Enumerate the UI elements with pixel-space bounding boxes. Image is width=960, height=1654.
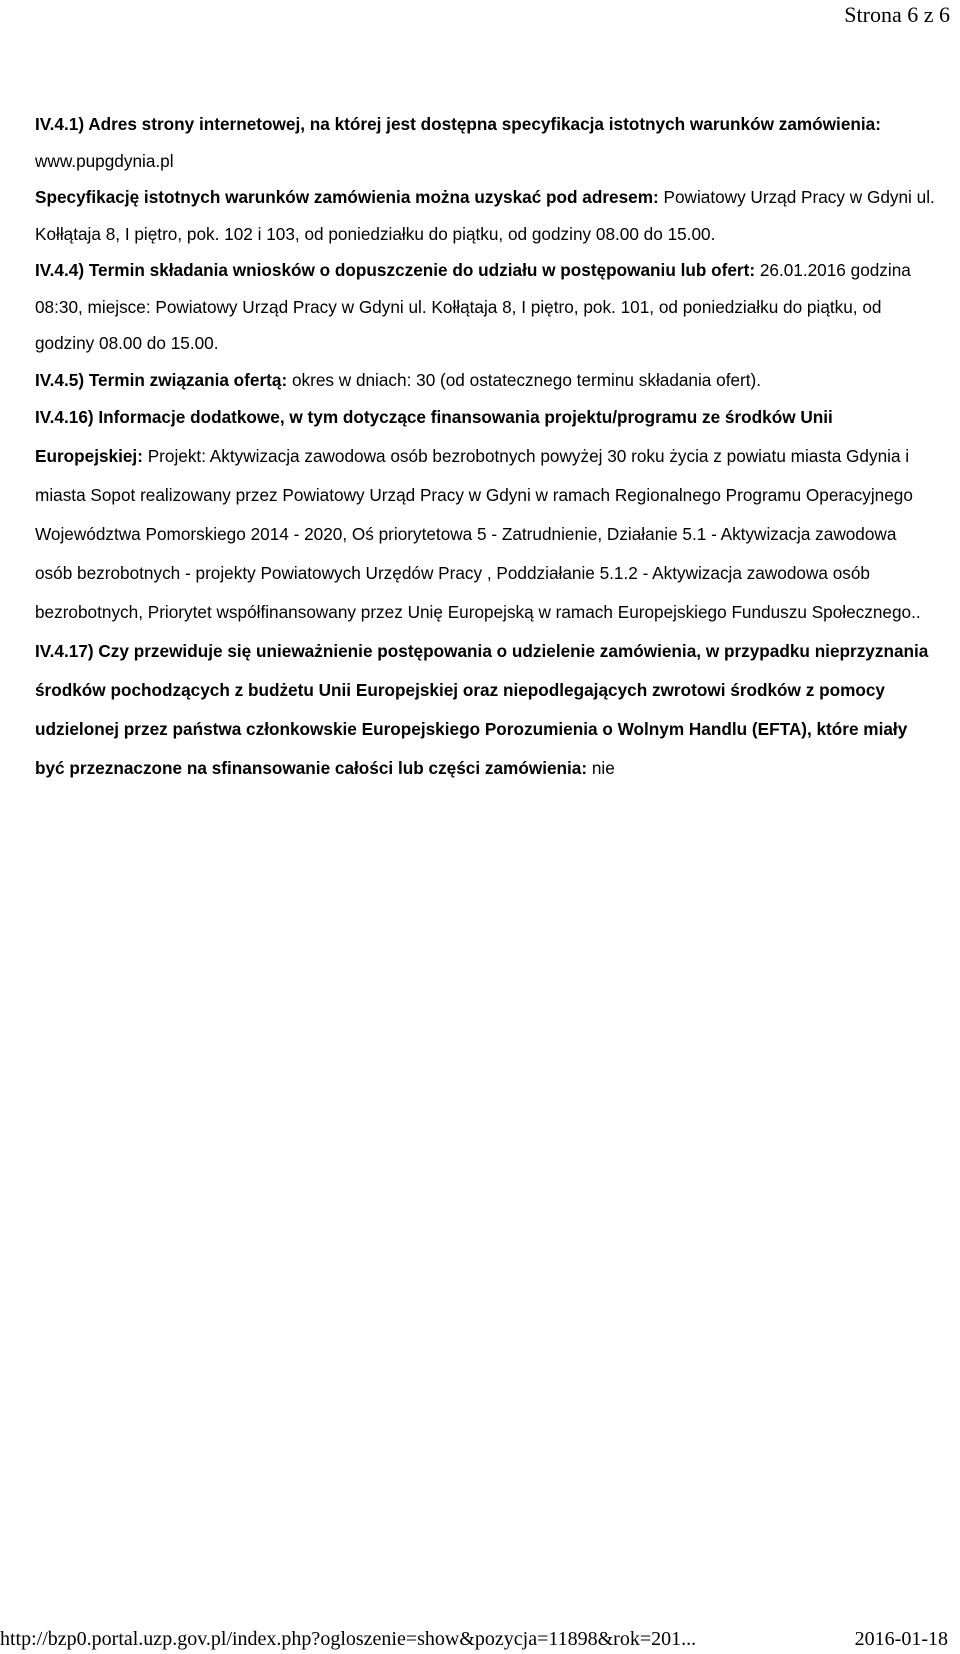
section-value: 26.01.2016 godzina 08:30, miejsce: Powiatowy Urząd Pracy w Gdyni ul. Kołłątaja 8, I piętro, pok. 101, od poniedziałku do piątku, od godziny 08.00 do 15.00. [35,260,911,353]
section-label: IV.4.1) Adres strony internetowej, na której jest dostępna specyfikacja istotnych warunków zamówienia: [35,114,881,134]
section-label: Specyfikację istotnych warunków zamówienia można uzyskać pod adresem: [35,187,659,207]
footer-date: 2016-01-18 [854,1628,948,1650]
section-value: okres w dniach: 30 (od ostatecznego terminu składania ofert). [287,369,762,390]
section-label: IV.4.16) Informacje dodatkowe, w tym dotyczące finansowania projektu/programu ze środków Unii Europejskiej: [35,407,833,466]
notice-content [35,106,935,788]
section-label: IV.4.17) Czy przewiduje się unieważnienie postępowania o udzielenie zamówienia, w przypadku nieprzyznania środków pochodzących z budżetu Unii Europejskiej oraz niepodlegających zwrotowi środków z pomocy udzielonej przez państwa członkowskie Europejskiego Porozumienia o Wolnym Handlu (EFTA), które miały być przeznaczone na sfinansowanie całości lub części zamówienia: [35,641,929,778]
section-label: IV.4.5) Termin związania ofertą: [35,369,288,390]
section-additional-info [35,398,935,632]
page-indicator: Strona 6 z 6 [844,2,950,27]
section-website-address [35,106,935,179]
section-submission-deadline [35,252,935,362]
section-cancellation-clause [35,632,935,788]
section-value: www.pupgdynia.pl [35,150,174,171]
section-value: Powiatowy Urząd Pracy w Gdyni ul. Kołłątaja 8, I piętro, pok. 102 i 103, od poniedziałku do piątku, od godziny 08.00 do 15.00. [35,187,935,244]
section-offer-validity [35,362,935,399]
section-value: nie [587,758,615,778]
section-specification-address [35,179,935,252]
page-footer [0,1626,960,1652]
footer-url: http://bzp0.portal.uzp.gov.pl/index.php?ogloszenie=show&pozycja=11898&rok=201... [0,1628,697,1650]
section-label: IV.4.4) Termin składania wniosków o dopuszczenie do udziału w postępowaniu lub ofert: [35,260,756,280]
section-value: Projekt: Aktywizacja zawodowa osób bezrobotnych powyżej 30 roku życia z powiatu miasta Gdynia i miasta Sopot realizowany przez Powiatowy Urząd Pracy w Gdyni w ramach Regionalnego Programu Operacyjnego Województwa Pomorskiego 2014 - 2020, Oś priorytetowa 5 - Zatrudnienie, Działanie 5.1 - Aktywizacja zawodowa osób bezrobotnych - projekty Powiatowych Urzędów Pracy , Poddziałanie 5.1.2 - Aktywizacja zawodowa osób bezrobotnych, Priorytet współfinansowany przez Unię Europejską w ramach Europejskiego Funduszu Społecznego.. [35,446,921,622]
